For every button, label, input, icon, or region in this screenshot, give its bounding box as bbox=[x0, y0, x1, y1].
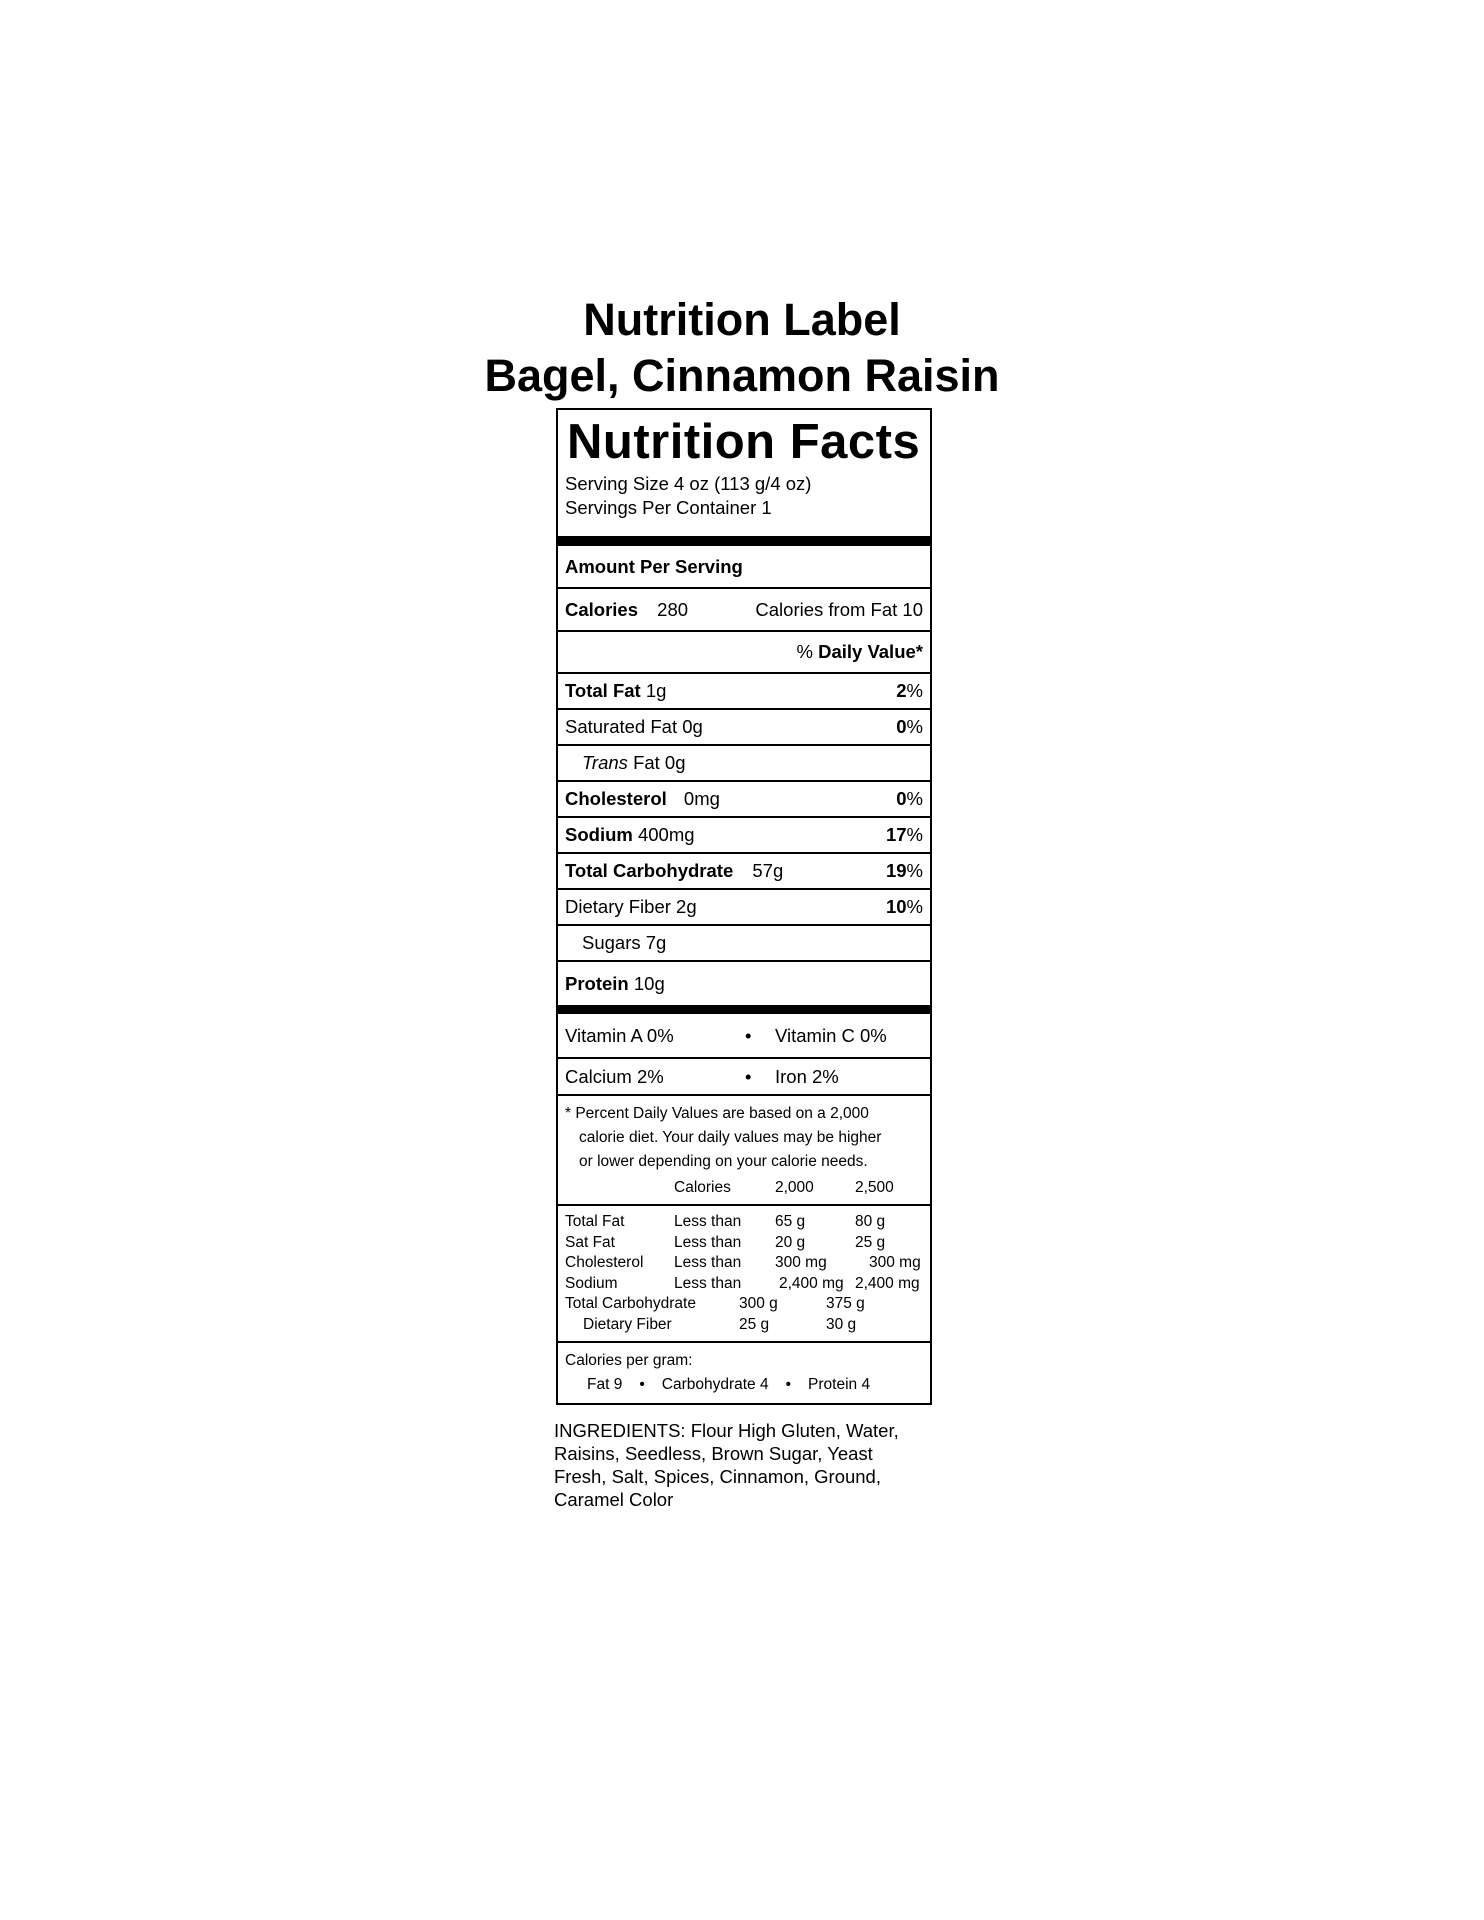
calories-per-gram-values: Fat 9 • Carbohydrate 4 • Protein 4 bbox=[587, 1376, 871, 1393]
daily-value-header bbox=[558, 630, 930, 672]
page-title-line-1: Nutrition Label bbox=[583, 294, 901, 345]
servings-per-container: Servings Per Container 1 bbox=[565, 497, 772, 518]
calories-per-gram bbox=[558, 1341, 930, 1403]
nutrient-row-sugars: Sugars 7g bbox=[558, 924, 930, 960]
calories-row bbox=[558, 587, 930, 630]
calories-value: 280 bbox=[657, 598, 689, 620]
nutrient-row-total-carbohydrate: Total Carbohydrate 57g 19% bbox=[558, 852, 930, 888]
calcium: Calcium 2% bbox=[565, 1065, 664, 1087]
page-title-line-2: Bagel, Cinnamon Raisin bbox=[484, 350, 1000, 401]
vitamin-a: Vitamin A 0% bbox=[565, 1024, 674, 1046]
dv-table-row: Sat Fat Less than 20 g 25 g bbox=[565, 1233, 886, 1251]
calories-from-fat: Calories from Fat 10 bbox=[755, 598, 923, 620]
nutrition-facts-label bbox=[556, 408, 932, 1405]
dv-table-row: Sodium Less than 2,400 mg 2,400 mg bbox=[565, 1274, 920, 1292]
calories-label: Calories bbox=[565, 598, 639, 620]
amount-per-serving-row bbox=[558, 546, 930, 587]
calories bbox=[565, 599, 688, 621]
daily-value-table bbox=[558, 1204, 930, 1341]
calories-per-gram-heading: Calories per gram: bbox=[565, 1352, 693, 1369]
iron: Iron 2% bbox=[775, 1065, 839, 1087]
vitamin-row-2 bbox=[558, 1057, 930, 1094]
nutrition-facts-title: Nutrition Facts bbox=[567, 415, 921, 469]
thick-divider bbox=[558, 536, 930, 546]
thick-divider-vitamins bbox=[558, 1005, 930, 1014]
nutrient-row-sodium: Sodium 400mg 17% bbox=[558, 816, 930, 852]
nutrient-row-saturated-fat: Saturated Fat 0g 0% bbox=[558, 708, 930, 744]
dv-table-row: Total Carbohydrate 300 g 375 g bbox=[565, 1295, 865, 1312]
nutrient-row-cholesterol: Cholesterol 0mg 0% bbox=[558, 780, 930, 816]
nutrient-row-dietary-fiber: Dietary Fiber 2g 10% bbox=[558, 888, 930, 924]
serving-size: Serving Size 4 oz (113 g/4 oz) bbox=[565, 473, 812, 494]
page-title bbox=[0, 292, 1484, 404]
nutrient-row-total-fat: Total Fat 1g 2% bbox=[558, 672, 930, 708]
dv-table-row: Dietary Fiber 25 g 30 g bbox=[583, 1315, 857, 1333]
footnote-header: Calories 2,000 2,500 bbox=[674, 1179, 894, 1196]
bullet: • bbox=[745, 1024, 752, 1046]
vitamin-c: Vitamin C 0% bbox=[775, 1024, 887, 1046]
dv-table-row: Total Fat Less than 65 g 80 g bbox=[565, 1213, 886, 1230]
bullet: • bbox=[745, 1065, 752, 1087]
ingredients: INGREDIENTS: Flour High Gluten, Water, Raisins, Seedless, Brown Sugar, Yeast Fresh, Salt, Spices, Cinnamon, Ground, Caramel Color bbox=[554, 1420, 899, 1510]
nutrient-row-protein: Protein 10g bbox=[558, 960, 930, 1005]
nutrient-row-trans-fat: Trans Fat 0g bbox=[558, 744, 930, 780]
amount-per-serving: Amount Per Serving bbox=[565, 555, 743, 577]
daily-value-heading: % Daily Value* bbox=[796, 641, 923, 662]
dv-table-row: Cholesterol Less than 300 mg 300 mg bbox=[565, 1254, 921, 1271]
daily-value-footnote: * Percent Daily Values are based on a 2,000 calorie diet. Your daily values may be higher or lower depending on your calorie needs. Calories 2,000 2,500 bbox=[558, 1094, 930, 1204]
serving-info bbox=[565, 472, 923, 520]
vitamin-row-1 bbox=[558, 1014, 930, 1057]
